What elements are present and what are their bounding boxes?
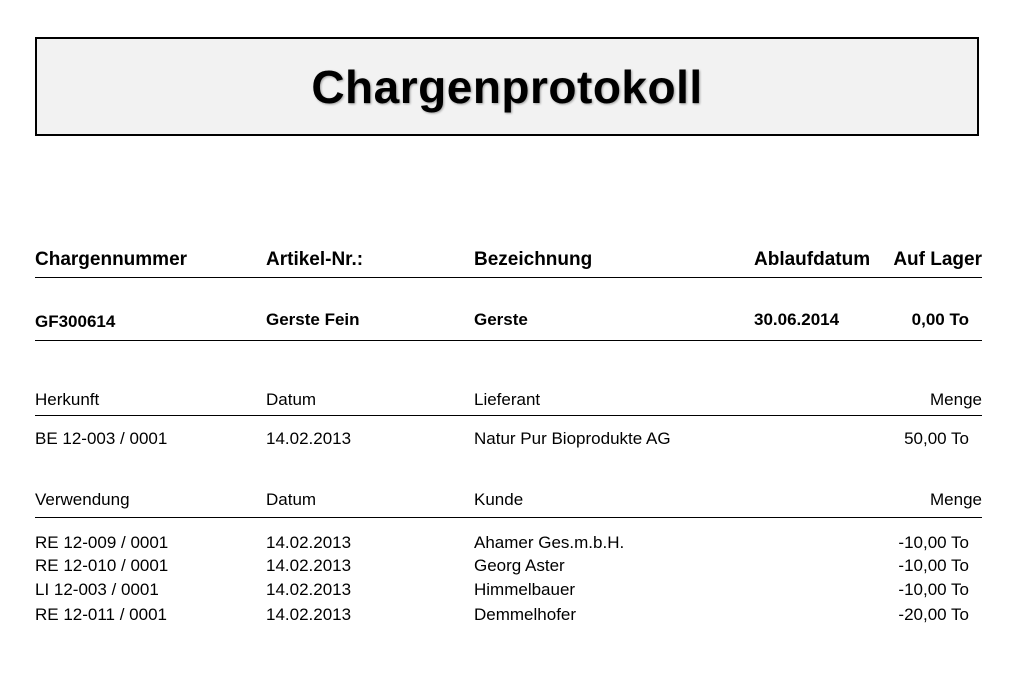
- verwendung-ref: LI 12-003 / 0001: [35, 580, 159, 599]
- header-auf-lager: Auf Lager: [893, 249, 982, 270]
- herkunft-header-menge: Menge: [930, 390, 982, 409]
- charge-row: [35, 308, 982, 332]
- verwendung-menge: -10,00 To: [898, 580, 969, 599]
- herkunft-ref: BE 12-003 / 0001: [35, 429, 168, 448]
- charge-bezeichnung: Gerste: [474, 310, 528, 329]
- divider: [35, 517, 982, 518]
- charge-auf-lager: 0,00 To: [911, 310, 969, 329]
- verwendung-header-datum: Datum: [266, 490, 317, 509]
- herkunft-lieferant: Natur Pur Bioprodukte AG: [474, 429, 671, 448]
- table-row: [35, 578, 982, 602]
- verwendung-ref: RE 12-009 / 0001: [35, 533, 169, 552]
- herkunft-menge: 50,00 To: [904, 429, 969, 448]
- verwendung-datum: 14.02.2013: [266, 605, 352, 624]
- main-header-row: [35, 248, 982, 272]
- verwendung-header-kunde: Kunde: [474, 490, 524, 509]
- divider: [35, 277, 982, 278]
- herkunft-header-label: Herkunft: [35, 390, 100, 409]
- verwendung-ref: RE 12-011 / 0001: [35, 605, 167, 624]
- page-title: Chargenprotokoll: [311, 60, 703, 113]
- verwendung-datum: 14.02.2013: [266, 533, 352, 552]
- verwendung-datum: 14.02.2013: [266, 580, 352, 599]
- charge-chargennummer: GF300614: [35, 312, 116, 331]
- verwendung-header-menge: Menge: [930, 490, 982, 509]
- divider: [35, 340, 982, 341]
- herkunft-header-lieferant: Lieferant: [474, 390, 541, 409]
- title-box: [35, 37, 979, 136]
- verwendung-header-label: Verwendung: [35, 490, 130, 509]
- charge-ablaufdatum: 30.06.2014: [754, 310, 840, 329]
- verwendung-header-row: [35, 488, 982, 512]
- verwendung-kunde: Georg Aster: [474, 556, 565, 575]
- verwendung-datum: 14.02.2013: [266, 556, 352, 575]
- charge-artikel-nr: Gerste Fein: [266, 310, 360, 329]
- verwendung-menge: -20,00 To: [898, 605, 969, 624]
- verwendung-menge: -10,00 To: [898, 533, 969, 552]
- header-ablaufdatum: Ablaufdatum: [754, 249, 871, 270]
- table-row: [35, 531, 982, 555]
- herkunft-header-datum: Datum: [266, 390, 317, 409]
- table-row: [35, 554, 982, 578]
- verwendung-kunde: Himmelbauer: [474, 580, 576, 599]
- verwendung-kunde: Ahamer Ges.m.b.H.: [474, 533, 625, 552]
- verwendung-ref: RE 12-010 / 0001: [35, 556, 169, 575]
- header-chargennummer: Chargennummer: [35, 249, 188, 270]
- verwendung-kunde: Demmelhofer: [474, 605, 577, 624]
- herkunft-header-row: [35, 388, 982, 412]
- header-bezeichnung: Bezeichnung: [474, 249, 593, 270]
- verwendung-menge: -10,00 To: [898, 556, 969, 575]
- table-row: [35, 427, 982, 451]
- divider: [35, 415, 982, 416]
- herkunft-datum: 14.02.2013: [266, 429, 352, 448]
- table-row: [35, 603, 982, 627]
- header-artikel-nr: Artikel-Nr.:: [266, 249, 364, 270]
